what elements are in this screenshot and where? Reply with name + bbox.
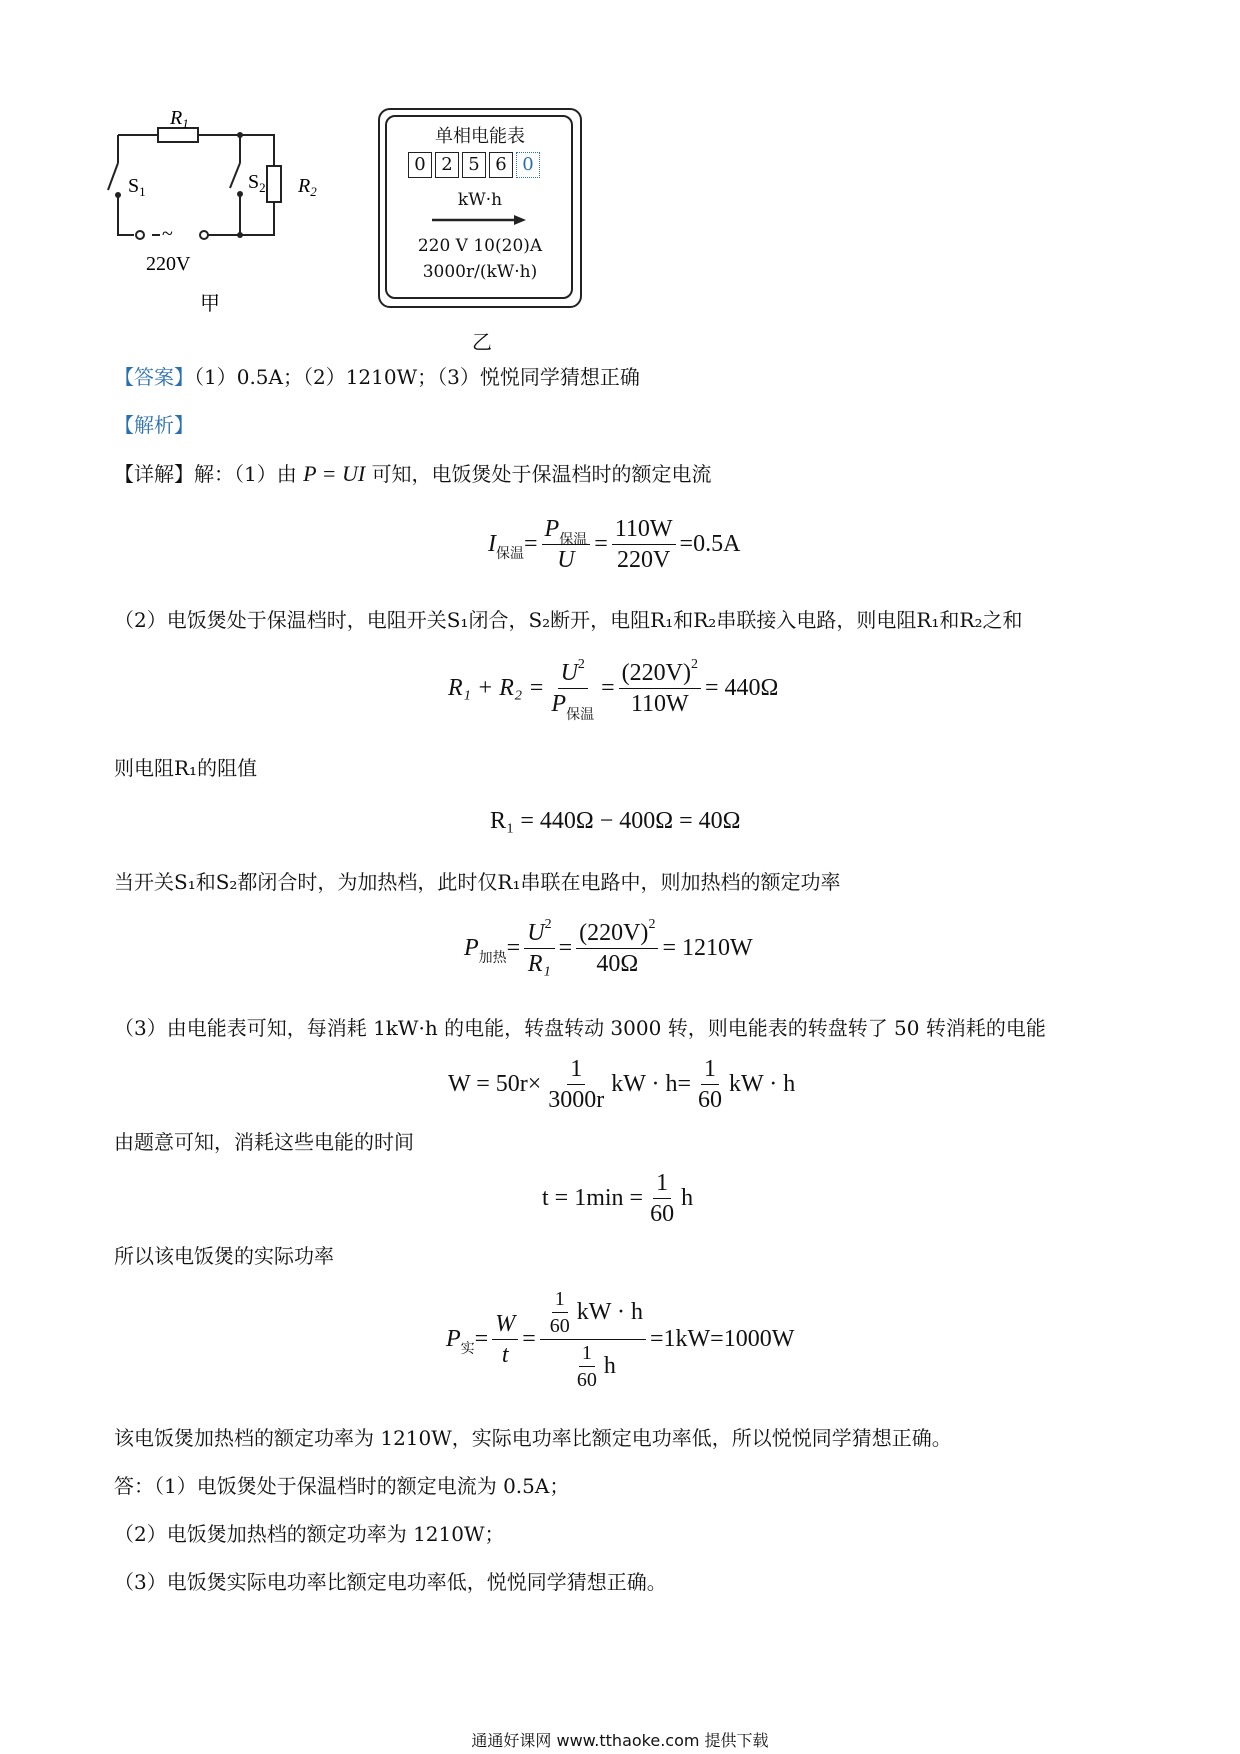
ac-symbol: ~ xyxy=(162,223,173,245)
voltage-label: 220V xyxy=(146,253,191,275)
switch-s2 xyxy=(230,163,240,188)
paragraph-6: 由题意可知，消耗这些电能的时间 xyxy=(114,1130,414,1154)
equation-2: R₁ + R₂ = $\frac{U^2}{P_{保温}}$ = $\frac{(220V)^2}{110W}$ = 440Ω xyxy=(448,657,779,724)
equation-3: R₁ = 440Ω − 400Ω = 40Ω xyxy=(490,808,741,834)
paragraph-2: （2）电饭煲处于保温档时，电阻开关S₁闭合，S₂断开，电阻R₁和R₂串联接入电路，则电阻R₁和R₂之和 xyxy=(114,608,1023,632)
answer-text: （1）0.5A；（2）1210W；（3）悦悦同学猜想正确 xyxy=(194,365,640,389)
r1-label: $R_1$ xyxy=(170,107,189,131)
s1-label: $S_1$ xyxy=(128,175,146,199)
r2-label: $R_2$ xyxy=(298,175,317,199)
equation-7: P 实 = $\frac{W}{t}$ = $\frac{1}{60}$ kW · h $\frac{1}{60}$ h =1kW=1000W xyxy=(446,1288,795,1391)
s2-label: $S_2$ xyxy=(248,171,266,195)
resistor-r2 xyxy=(267,166,281,202)
paragraph-4: 当开关S₁和S₂都闭合时，为加热档，此时仅R₁串联在电路中，则加热档的额定功率 xyxy=(114,870,841,894)
equation-1: I 保温 = $\frac{P_{保温}}{U}$ = $\frac{110W}{220V}$ =0.5A xyxy=(488,516,741,574)
answer-tag: 【答案】 xyxy=(114,365,194,389)
meter-digit: 6 xyxy=(489,152,513,178)
paragraph-7: 所以该电饭煲的实际功率 xyxy=(114,1244,334,1268)
equation-6: t = 1min = $\frac{1}{60}$ h xyxy=(542,1170,694,1228)
answer-3: （3）电饭煲实际电功率比额定电功率低，悦悦同学猜想正确。 xyxy=(114,1570,667,1594)
equation-5: W = 50r× $\frac{1}{3000r}$ kW · h= $\frac{1}{60}$ kW · h xyxy=(448,1056,796,1114)
arrow-icon xyxy=(428,214,528,226)
meter-constant: 3000r/(kW·h) xyxy=(422,262,538,282)
analysis-tag: 【解析】 xyxy=(114,413,194,437)
answer-line xyxy=(114,365,640,389)
meter-digit: 0 xyxy=(408,152,432,178)
meter-digits xyxy=(408,152,540,178)
caption-yi: 乙 xyxy=(472,330,492,354)
meter-unit: kW·h xyxy=(457,190,503,210)
paragraph-8: 该电饭煲加热档的额定功率为 1210W，实际电功率比额定电功率低，所以悦悦同学猜想正确。 xyxy=(114,1426,952,1450)
electric-meter xyxy=(378,108,582,308)
caption-jia: 甲 xyxy=(200,291,220,315)
meter-rating: 220 V 10(20)A xyxy=(417,236,543,256)
formula-pui: P = UI xyxy=(303,461,366,486)
paragraph-3: 则电阻R₁的阻值 xyxy=(114,756,258,780)
meter-digit: 5 xyxy=(462,152,486,178)
circuit-diagram xyxy=(100,100,360,340)
paragraph-5: （3）由电能表可知，每消耗 1kW·h 的电能，转盘转动 3000 转，则电能表的转盘转了 50 转消耗的电能 xyxy=(114,1016,1046,1040)
meter-title: 单相电能表 xyxy=(435,126,525,147)
switch-s1 xyxy=(108,163,118,190)
footer: 通通好课网 www.tthaoke.com 提供下载 xyxy=(471,1731,769,1750)
meter-digit-decimal: 0 xyxy=(516,152,540,178)
detail-line: 【详解】解：（1）由 P = UI 可知，电饭煲处于保温档时的额定电流 xyxy=(114,461,712,486)
answer-2: （2）电饭煲加热档的额定功率为 1210W； xyxy=(114,1522,505,1546)
equation-4: P 加热 = $\frac{U^2}{\text{R₁}}$ = $\frac{(220V)^2}{40\Omega}$ = 1210W xyxy=(464,917,753,978)
answer-1: 答：（1）电饭煲处于保温档时的额定电流为 0.5A； xyxy=(114,1474,570,1498)
meter-digit: 2 xyxy=(435,152,459,178)
detail-tag: 【详解】 xyxy=(114,462,194,486)
resistor-r1 xyxy=(158,128,198,142)
